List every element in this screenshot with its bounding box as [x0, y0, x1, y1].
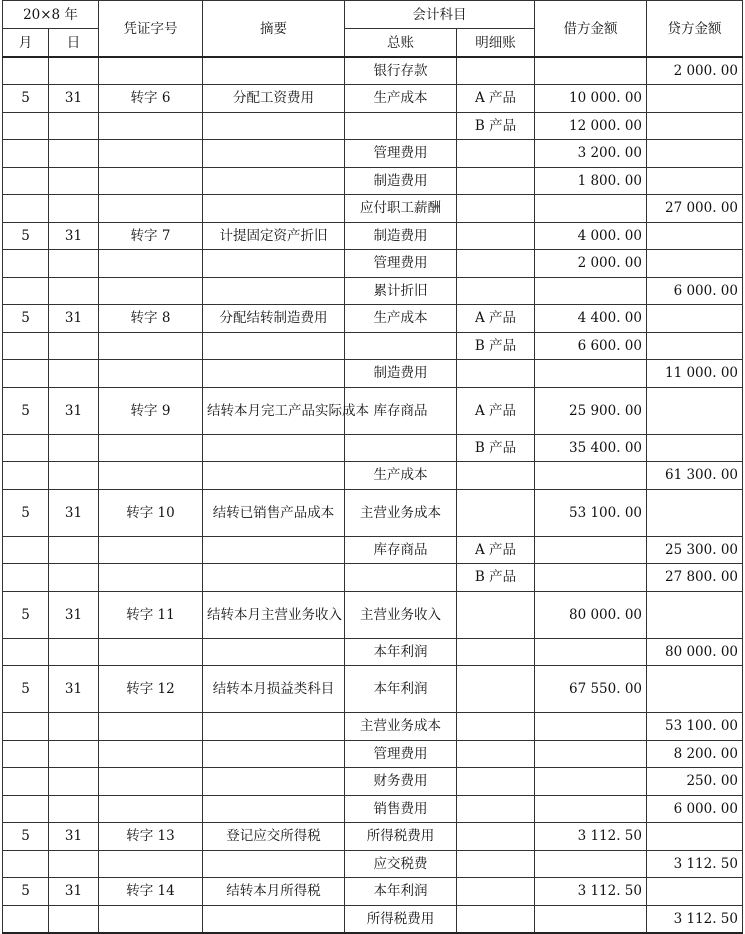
table-row — [3, 850, 743, 878]
voucher-cell — [99, 195, 203, 223]
summary-cell — [203, 564, 345, 592]
credit-amount-cell: 3 112. 50 — [647, 905, 743, 933]
credit-amount-cell — [647, 823, 743, 851]
day-cell: 31 — [49, 591, 99, 638]
credit-amount-cell: 3 112. 50 — [647, 850, 743, 878]
table-row — [3, 57, 743, 85]
detail-account-cell — [457, 740, 535, 768]
debit-amount-cell — [535, 564, 647, 592]
table-row — [3, 713, 743, 741]
summary-cell: 结转本月所得税 — [203, 878, 345, 906]
debit-amount-cell — [535, 740, 647, 768]
general-account-cell: 管理费用 — [345, 740, 457, 768]
table-row — [3, 140, 743, 168]
account-header: 会计科目 — [345, 1, 535, 29]
day-cell: 31 — [49, 305, 99, 333]
voucher-cell — [99, 795, 203, 823]
detail-ledger-header: 明细账 — [457, 29, 535, 58]
month-cell: 5 — [3, 878, 49, 906]
day-cell — [49, 536, 99, 564]
table-row — [3, 536, 743, 564]
summary-cell — [203, 536, 345, 564]
month-cell — [3, 795, 49, 823]
table-row — [3, 332, 743, 360]
day-cell: 31 — [49, 222, 99, 250]
voucher-cell — [99, 140, 203, 168]
summary-cell: 登记应交所得税 — [203, 823, 345, 851]
detail-account-cell: A 产品 — [457, 85, 535, 113]
day-cell — [49, 905, 99, 933]
voucher-cell — [99, 250, 203, 278]
detail-account-cell — [457, 878, 535, 906]
table-row — [3, 85, 743, 113]
voucher-cell: 转字 6 — [99, 85, 203, 113]
credit-amount-cell — [647, 167, 743, 195]
credit-amount-cell — [647, 222, 743, 250]
summary-cell — [203, 713, 345, 741]
debit-amount-cell — [535, 795, 647, 823]
day-cell — [49, 795, 99, 823]
summary-cell: 结转本月损益类科目 — [203, 666, 345, 713]
general-account-cell — [345, 434, 457, 462]
summary-cell — [203, 850, 345, 878]
day-cell — [49, 332, 99, 360]
detail-account-cell — [457, 713, 535, 741]
debit-amount-cell: 67 550. 00 — [535, 666, 647, 713]
voucher-cell: 转字 8 — [99, 305, 203, 333]
summary-cell — [203, 250, 345, 278]
voucher-cell — [99, 434, 203, 462]
general-account-cell: 库存商品 — [345, 536, 457, 564]
table-row — [3, 387, 743, 434]
debit-amount-cell: 35 400. 00 — [535, 434, 647, 462]
voucher-cell — [99, 462, 203, 490]
debit-amount-cell: 53 100. 00 — [535, 489, 647, 536]
table-body — [3, 57, 743, 933]
credit-amount-cell — [647, 305, 743, 333]
general-account-cell: 财务费用 — [345, 768, 457, 796]
credit-amount-cell: 6 000. 00 — [647, 277, 743, 305]
day-cell — [49, 740, 99, 768]
day-cell: 31 — [49, 387, 99, 434]
debit-amount-cell: 6 600. 00 — [535, 332, 647, 360]
summary-cell: 结转本月主营业务收入 — [203, 591, 345, 638]
general-account-cell: 生产成本 — [345, 85, 457, 113]
general-account-cell: 本年利润 — [345, 638, 457, 666]
journal-table — [2, 0, 743, 934]
day-cell — [49, 850, 99, 878]
month-cell: 5 — [3, 591, 49, 638]
table-header — [3, 1, 743, 58]
table-row — [3, 277, 743, 305]
voucher-cell — [99, 850, 203, 878]
summary-cell — [203, 277, 345, 305]
detail-account-cell — [457, 768, 535, 796]
summary-cell — [203, 140, 345, 168]
month-cell — [3, 167, 49, 195]
summary-cell — [203, 332, 345, 360]
general-account-cell: 库存商品 — [345, 387, 457, 434]
month-cell — [3, 250, 49, 278]
day-cell — [49, 195, 99, 223]
debit-amount-cell: 3 112. 50 — [535, 878, 647, 906]
summary-cell — [203, 638, 345, 666]
month-cell — [3, 140, 49, 168]
table-row — [3, 222, 743, 250]
general-account-cell: 主营业务成本 — [345, 713, 457, 741]
month-cell — [3, 850, 49, 878]
month-cell: 5 — [3, 489, 49, 536]
credit-amount-cell — [647, 140, 743, 168]
general-account-cell: 生产成本 — [345, 305, 457, 333]
general-account-cell: 制造费用 — [345, 360, 457, 388]
debit-amount-cell — [535, 768, 647, 796]
month-cell: 5 — [3, 222, 49, 250]
general-account-cell: 主营业务收入 — [345, 591, 457, 638]
debit-amount-cell: 3 112. 50 — [535, 823, 647, 851]
general-account-cell: 管理费用 — [345, 250, 457, 278]
month-cell — [3, 360, 49, 388]
voucher-cell — [99, 564, 203, 592]
credit-amount-cell: 27 000. 00 — [647, 195, 743, 223]
voucher-cell — [99, 713, 203, 741]
credit-amount-cell: 61 300. 00 — [647, 462, 743, 490]
month-header: 月 — [3, 29, 49, 58]
credit-amount-cell: 6 000. 00 — [647, 795, 743, 823]
credit-amount-cell — [647, 489, 743, 536]
debit-amount-cell: 4 000. 00 — [535, 222, 647, 250]
voucher-cell: 转字 11 — [99, 591, 203, 638]
debit-amount-cell — [535, 277, 647, 305]
summary-cell: 计提固定资产折旧 — [203, 222, 345, 250]
month-cell — [3, 277, 49, 305]
credit-amount-cell — [647, 387, 743, 434]
month-cell — [3, 768, 49, 796]
detail-account-cell — [457, 823, 535, 851]
day-cell: 31 — [49, 85, 99, 113]
month-cell — [3, 536, 49, 564]
month-cell — [3, 195, 49, 223]
day-cell — [49, 713, 99, 741]
summary-cell: 结转已销售产品成本 — [203, 489, 345, 536]
credit-amount-cell — [647, 666, 743, 713]
table-row — [3, 112, 743, 140]
general-ledger-header: 总账 — [345, 29, 457, 58]
credit-amount-cell: 25 300. 00 — [647, 536, 743, 564]
summary-cell — [203, 360, 345, 388]
credit-amount-cell — [647, 250, 743, 278]
summary-cell: 分配结转制造费用 — [203, 305, 345, 333]
general-account-cell: 应付职工薪酬 — [345, 195, 457, 223]
day-cell: 31 — [49, 823, 99, 851]
general-account-cell: 累计折旧 — [345, 277, 457, 305]
summary-cell: 分配工资费用 — [203, 85, 345, 113]
debit-amount-cell — [535, 713, 647, 741]
debit-amount-cell — [535, 638, 647, 666]
day-cell — [49, 434, 99, 462]
detail-account-cell — [457, 195, 535, 223]
month-cell: 5 — [3, 85, 49, 113]
detail-account-cell — [457, 638, 535, 666]
month-cell: 5 — [3, 387, 49, 434]
credit-amount-cell — [647, 591, 743, 638]
debit-amount-cell: 10 000. 00 — [535, 85, 647, 113]
table-row — [3, 823, 743, 851]
general-account-cell: 制造费用 — [345, 222, 457, 250]
detail-account-cell: A 产品 — [457, 387, 535, 434]
voucher-cell — [99, 905, 203, 933]
table-row — [3, 564, 743, 592]
voucher-cell: 转字 7 — [99, 222, 203, 250]
detail-account-cell — [457, 591, 535, 638]
table-row — [3, 195, 743, 223]
month-cell — [3, 332, 49, 360]
debit-amount-cell — [535, 536, 647, 564]
summary-cell — [203, 768, 345, 796]
day-cell — [49, 167, 99, 195]
table-row — [3, 666, 743, 713]
voucher-cell: 转字 14 — [99, 878, 203, 906]
day-cell — [49, 768, 99, 796]
debit-amount-cell — [535, 462, 647, 490]
year-header: 20×8 年 — [3, 1, 99, 29]
day-cell — [49, 564, 99, 592]
detail-account-cell — [457, 489, 535, 536]
credit-amount-cell: 27 800. 00 — [647, 564, 743, 592]
day-cell — [49, 277, 99, 305]
credit-amount-cell — [647, 332, 743, 360]
general-account-cell — [345, 112, 457, 140]
voucher-cell — [99, 768, 203, 796]
detail-account-cell: B 产品 — [457, 434, 535, 462]
table-row — [3, 638, 743, 666]
table-row — [3, 360, 743, 388]
summary-cell — [203, 112, 345, 140]
month-cell — [3, 564, 49, 592]
table-row — [3, 740, 743, 768]
general-account-cell: 应交税费 — [345, 850, 457, 878]
debit-amount-cell — [535, 57, 647, 85]
detail-account-cell: A 产品 — [457, 536, 535, 564]
day-header: 日 — [49, 29, 99, 58]
general-account-cell: 所得税费用 — [345, 823, 457, 851]
general-account-cell: 管理费用 — [345, 140, 457, 168]
month-cell: 5 — [3, 823, 49, 851]
month-cell: 5 — [3, 305, 49, 333]
debit-amount-cell: 12 000. 00 — [535, 112, 647, 140]
detail-account-cell: B 产品 — [457, 112, 535, 140]
debit-amount-cell — [535, 195, 647, 223]
general-account-cell: 制造费用 — [345, 167, 457, 195]
month-cell — [3, 638, 49, 666]
general-account-cell: 生产成本 — [345, 462, 457, 490]
voucher-cell: 转字 9 — [99, 387, 203, 434]
credit-amount-cell: 250. 00 — [647, 768, 743, 796]
summary-cell — [203, 167, 345, 195]
month-cell — [3, 434, 49, 462]
table-row — [3, 795, 743, 823]
debit-amount-cell: 25 900. 00 — [535, 387, 647, 434]
credit-amount-cell: 2 000. 00 — [647, 57, 743, 85]
table-row — [3, 434, 743, 462]
voucher-cell: 转字 13 — [99, 823, 203, 851]
summary-cell — [203, 905, 345, 933]
day-cell — [49, 140, 99, 168]
debit-amount-cell: 80 000. 00 — [535, 591, 647, 638]
general-account-cell: 销售费用 — [345, 795, 457, 823]
voucher-cell — [99, 360, 203, 388]
voucher-cell — [99, 638, 203, 666]
day-cell: 31 — [49, 666, 99, 713]
table-row — [3, 462, 743, 490]
detail-account-cell: B 产品 — [457, 332, 535, 360]
day-cell — [49, 250, 99, 278]
detail-account-cell — [457, 666, 535, 713]
month-cell — [3, 713, 49, 741]
detail-account-cell: B 产品 — [457, 564, 535, 592]
voucher-cell: 转字 12 — [99, 666, 203, 713]
general-account-cell: 所得税费用 — [345, 905, 457, 933]
detail-account-cell — [457, 167, 535, 195]
general-account-cell — [345, 332, 457, 360]
summary-cell — [203, 195, 345, 223]
summary-header: 摘要 — [203, 1, 345, 58]
voucher-cell: 转字 10 — [99, 489, 203, 536]
day-cell: 31 — [49, 489, 99, 536]
detail-account-cell — [457, 57, 535, 85]
detail-account-cell: A 产品 — [457, 305, 535, 333]
voucher-header: 凭证字号 — [99, 1, 203, 58]
credit-amount-cell — [647, 85, 743, 113]
day-cell — [49, 638, 99, 666]
voucher-cell — [99, 57, 203, 85]
credit-amount-cell: 11 000. 00 — [647, 360, 743, 388]
voucher-cell — [99, 332, 203, 360]
general-account-cell: 银行存款 — [345, 57, 457, 85]
credit-amount-cell: 53 100. 00 — [647, 713, 743, 741]
detail-account-cell — [457, 795, 535, 823]
debit-amount-cell — [535, 905, 647, 933]
day-cell: 31 — [49, 878, 99, 906]
detail-account-cell — [457, 360, 535, 388]
month-cell — [3, 462, 49, 490]
general-account-cell — [345, 564, 457, 592]
detail-account-cell — [457, 222, 535, 250]
summary-cell: 结转本月完工产品实际成本 — [203, 387, 345, 434]
voucher-cell — [99, 277, 203, 305]
debit-amount-cell — [535, 850, 647, 878]
summary-cell — [203, 740, 345, 768]
table-row — [3, 905, 743, 933]
day-cell — [49, 112, 99, 140]
debit-header: 借方金额 — [535, 1, 647, 58]
detail-account-cell — [457, 905, 535, 933]
detail-account-cell — [457, 277, 535, 305]
general-account-cell: 本年利润 — [345, 878, 457, 906]
credit-amount-cell: 8 200. 00 — [647, 740, 743, 768]
debit-amount-cell — [535, 360, 647, 388]
table-row — [3, 489, 743, 536]
summary-cell — [203, 462, 345, 490]
day-cell — [49, 57, 99, 85]
month-cell — [3, 112, 49, 140]
day-cell — [49, 462, 99, 490]
month-cell — [3, 905, 49, 933]
voucher-cell — [99, 740, 203, 768]
voucher-cell — [99, 112, 203, 140]
detail-account-cell — [457, 462, 535, 490]
debit-amount-cell: 4 400. 00 — [535, 305, 647, 333]
detail-account-cell — [457, 250, 535, 278]
month-cell: 5 — [3, 666, 49, 713]
month-cell — [3, 740, 49, 768]
credit-amount-cell — [647, 112, 743, 140]
month-cell — [3, 57, 49, 85]
detail-account-cell — [457, 140, 535, 168]
credit-header: 贷方金额 — [647, 1, 743, 58]
table-row — [3, 878, 743, 906]
credit-amount-cell — [647, 878, 743, 906]
detail-account-cell — [457, 850, 535, 878]
general-account-cell: 本年利润 — [345, 666, 457, 713]
table-row — [3, 305, 743, 333]
debit-amount-cell: 1 800. 00 — [535, 167, 647, 195]
voucher-cell — [99, 536, 203, 564]
summary-cell — [203, 434, 345, 462]
debit-amount-cell: 2 000. 00 — [535, 250, 647, 278]
table-row — [3, 250, 743, 278]
summary-cell — [203, 57, 345, 85]
voucher-cell — [99, 167, 203, 195]
debit-amount-cell: 3 200. 00 — [535, 140, 647, 168]
table-row — [3, 591, 743, 638]
credit-amount-cell: 80 000. 00 — [647, 638, 743, 666]
summary-cell — [203, 795, 345, 823]
general-account-cell: 主营业务成本 — [345, 489, 457, 536]
table-row — [3, 768, 743, 796]
day-cell — [49, 360, 99, 388]
table-row — [3, 167, 743, 195]
credit-amount-cell — [647, 434, 743, 462]
